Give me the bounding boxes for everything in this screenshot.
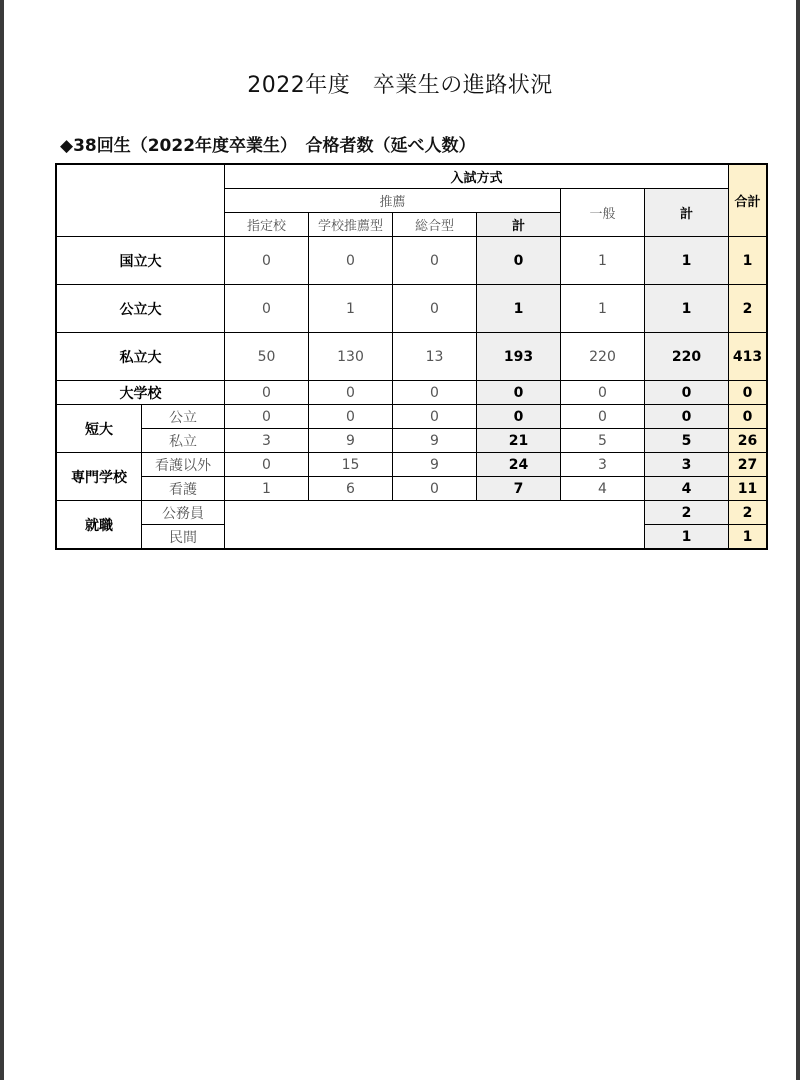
cell-value: 0 bbox=[561, 405, 645, 429]
table-row bbox=[57, 285, 767, 333]
cell-subtotal: 2 bbox=[645, 501, 729, 525]
cell-value: 9 bbox=[393, 453, 477, 477]
table-row bbox=[57, 333, 767, 381]
row-label-daigakko: 大学校 bbox=[57, 381, 225, 405]
cell-total: 0 bbox=[729, 405, 767, 429]
cell-total: 26 bbox=[729, 429, 767, 453]
cell-subtotal: 1 bbox=[477, 285, 561, 333]
row-label-tandai: 短大 bbox=[57, 405, 142, 453]
table-row bbox=[57, 429, 767, 453]
cell-subtotal: 193 bbox=[477, 333, 561, 381]
cell-total: 11 bbox=[729, 477, 767, 501]
header-sogo: 総合型 bbox=[393, 213, 477, 237]
cell-value: 9 bbox=[309, 429, 393, 453]
cell-value: 0 bbox=[309, 405, 393, 429]
cell-total: 2 bbox=[729, 285, 767, 333]
cell-value: 1 bbox=[561, 237, 645, 285]
cell-subtotal: 0 bbox=[645, 381, 729, 405]
cell-value: 0 bbox=[393, 285, 477, 333]
cell-value: 15 bbox=[309, 453, 393, 477]
header-corner bbox=[57, 165, 225, 237]
row-sublabel: 民間 bbox=[142, 525, 225, 549]
cell-value: 0 bbox=[225, 405, 309, 429]
cell-subtotal: 24 bbox=[477, 453, 561, 477]
cell-value: 0 bbox=[393, 381, 477, 405]
cell-subtotal: 0 bbox=[645, 405, 729, 429]
cell-subtotal: 1 bbox=[645, 525, 729, 549]
row-sublabel: 私立 bbox=[142, 429, 225, 453]
page-title: 2022年度 卒業生の進路状況 bbox=[247, 73, 553, 98]
table-row bbox=[57, 477, 767, 501]
table-row bbox=[57, 381, 767, 405]
cell-value: 0 bbox=[309, 381, 393, 405]
cell-value: 50 bbox=[225, 333, 309, 381]
cell-subtotal: 220 bbox=[645, 333, 729, 381]
header-row-1 bbox=[57, 165, 767, 189]
row-sublabel: 看護 bbox=[142, 477, 225, 501]
cell-value: 0 bbox=[393, 477, 477, 501]
row-label-koritsu: 公立大 bbox=[57, 285, 225, 333]
table-row bbox=[57, 405, 767, 429]
cell-subtotal: 0 bbox=[477, 381, 561, 405]
cell-value: 3 bbox=[225, 429, 309, 453]
cell-subtotal: 4 bbox=[645, 477, 729, 501]
cell-subtotal: 0 bbox=[477, 237, 561, 285]
cell-value: 3 bbox=[561, 453, 645, 477]
section-subtitle: ◆38回生（2022年度卒業生） 合格者数（延べ人数） bbox=[60, 136, 476, 156]
cell-subtotal: 3 bbox=[645, 453, 729, 477]
cell-value: 220 bbox=[561, 333, 645, 381]
header-nyushi: 入試方式 bbox=[225, 165, 729, 189]
results-table bbox=[56, 164, 767, 549]
cell-subtotal: 21 bbox=[477, 429, 561, 453]
header-kei2: 計 bbox=[645, 189, 729, 237]
cell-subtotal: 0 bbox=[477, 405, 561, 429]
cell-value: 0 bbox=[309, 237, 393, 285]
cell-value: 130 bbox=[309, 333, 393, 381]
cell-value: 13 bbox=[393, 333, 477, 381]
empty-merged-cell bbox=[225, 501, 645, 549]
header-kei: 計 bbox=[477, 213, 561, 237]
header-shiteiko: 指定校 bbox=[225, 213, 309, 237]
cell-total: 0 bbox=[729, 381, 767, 405]
cell-subtotal: 7 bbox=[477, 477, 561, 501]
row-sublabel: 公立 bbox=[142, 405, 225, 429]
header-gokei: 合計 bbox=[729, 165, 767, 237]
table-row bbox=[57, 501, 767, 525]
cell-total: 27 bbox=[729, 453, 767, 477]
document-page bbox=[4, 0, 796, 1080]
cell-value: 0 bbox=[225, 381, 309, 405]
cell-subtotal: 5 bbox=[645, 429, 729, 453]
cell-value: 1 bbox=[309, 285, 393, 333]
cell-value: 0 bbox=[393, 237, 477, 285]
cell-subtotal: 1 bbox=[645, 285, 729, 333]
table-row bbox=[57, 237, 767, 285]
cell-value: 0 bbox=[561, 381, 645, 405]
cell-value: 4 bbox=[561, 477, 645, 501]
cell-value: 1 bbox=[225, 477, 309, 501]
cell-value: 0 bbox=[225, 285, 309, 333]
row-sublabel: 公務員 bbox=[142, 501, 225, 525]
row-sublabel: 看護以外 bbox=[142, 453, 225, 477]
cell-subtotal: 1 bbox=[645, 237, 729, 285]
cell-total: 2 bbox=[729, 501, 767, 525]
header-gakko-suisen: 学校推薦型 bbox=[309, 213, 393, 237]
header-suisen: 推薦 bbox=[225, 189, 561, 213]
cell-value: 0 bbox=[393, 405, 477, 429]
cell-value: 0 bbox=[225, 237, 309, 285]
cell-total: 413 bbox=[729, 333, 767, 381]
cell-value: 6 bbox=[309, 477, 393, 501]
row-label-senmon: 専門学校 bbox=[57, 453, 142, 501]
cell-value: 9 bbox=[393, 429, 477, 453]
cell-value: 1 bbox=[561, 285, 645, 333]
header-ippan: 一般 bbox=[561, 189, 645, 237]
cell-total: 1 bbox=[729, 525, 767, 549]
row-label-shushoku: 就職 bbox=[57, 501, 142, 549]
row-label-kokuritsu: 国立大 bbox=[57, 237, 225, 285]
cell-total: 1 bbox=[729, 237, 767, 285]
table-row bbox=[57, 453, 767, 477]
row-label-shiritsu: 私立大 bbox=[57, 333, 225, 381]
cell-value: 0 bbox=[225, 453, 309, 477]
cell-value: 5 bbox=[561, 429, 645, 453]
